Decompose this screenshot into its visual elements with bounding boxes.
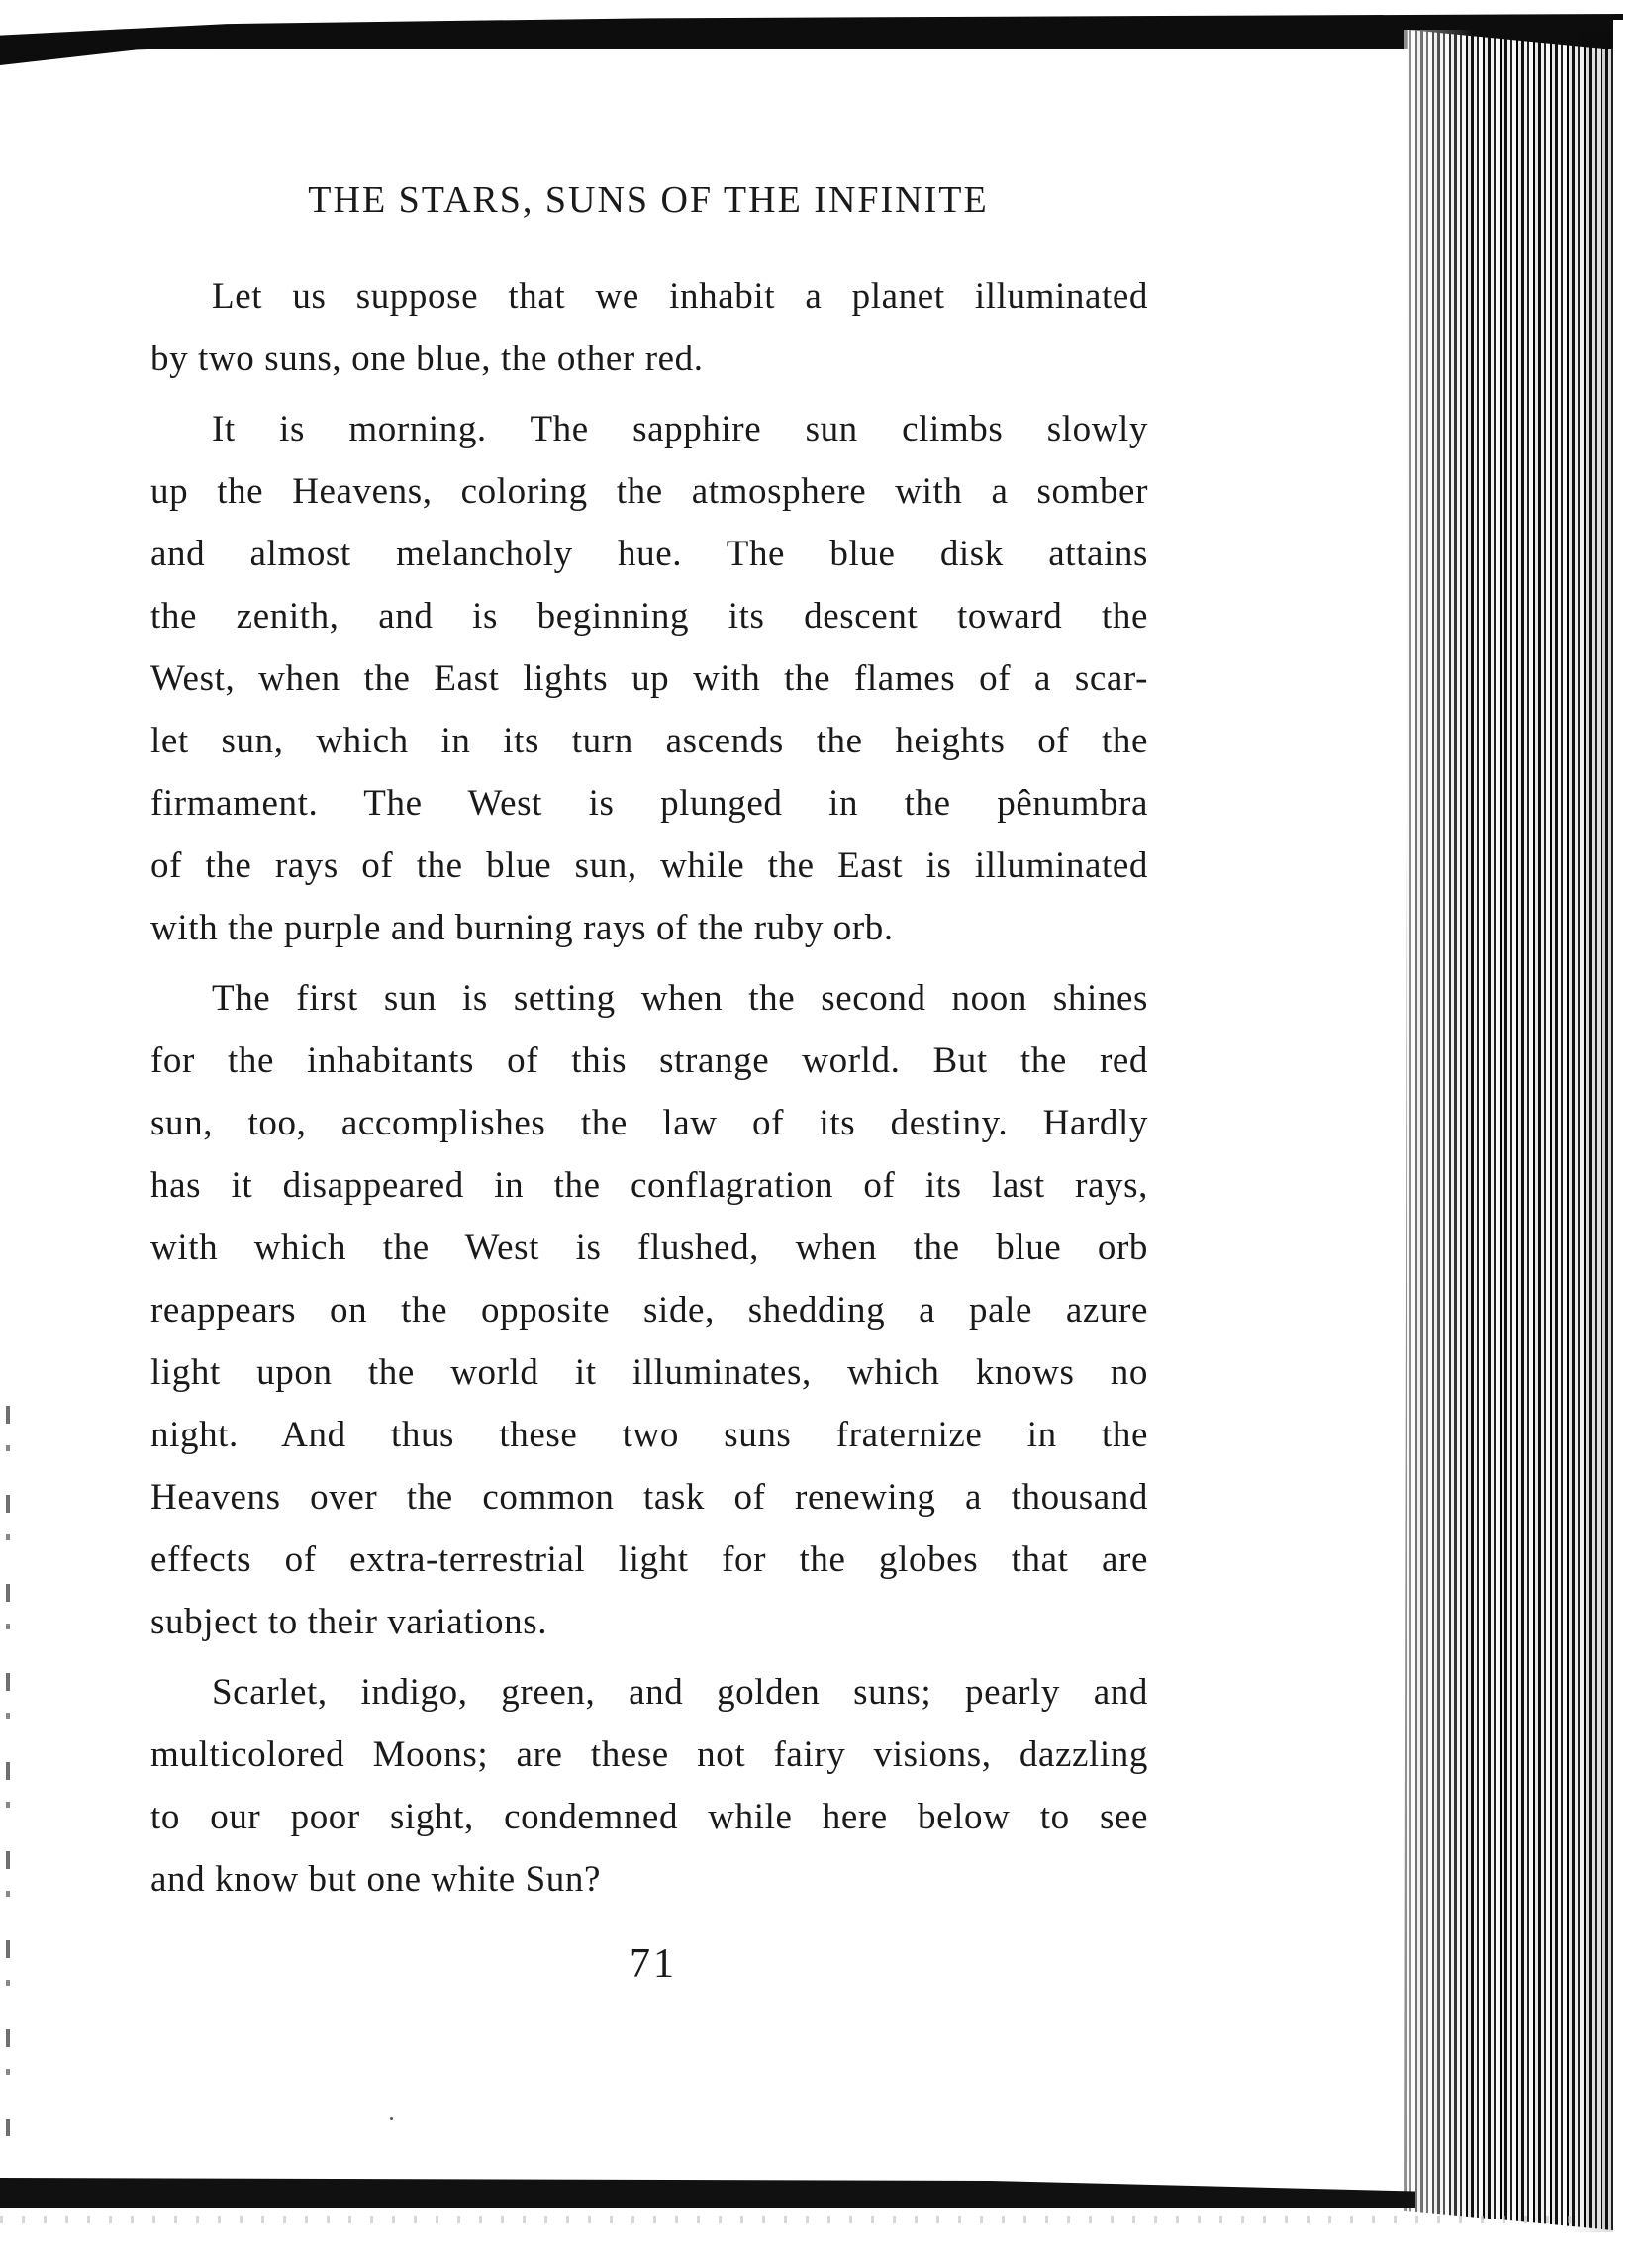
text-line: Scarlet, indigo, green, and golden suns; pearly and: [212, 1672, 1148, 1713]
text-line: let sun, which in its turn ascends the heights of the: [150, 721, 1148, 761]
text-line: Let us suppose that we inhabit a planet illuminated: [212, 276, 1148, 317]
text-line: and almost melancholy hue. The blue disk attains: [150, 534, 1148, 574]
text-line: has it disappeared in the conflagration of its last rays,: [150, 1165, 1148, 1206]
text-line: Heavens over the common task of renewing a thousand: [150, 1477, 1148, 1518]
text-line: multicolored Moons; are these not fairy visions, dazzling: [150, 1734, 1148, 1775]
body-text: [150, 265, 1148, 1919]
scan-bottom-noise: [0, 2216, 1584, 2223]
text-line: up the Heavens, coloring the atmosphere with a somber: [150, 471, 1148, 512]
scan-margin-right: [1613, 20, 1650, 2237]
text-line: and know but one white Sun?: [150, 1859, 601, 1900]
paragraph-3: [150, 967, 1148, 1653]
text-line: with the purple and burning rays of the ruby orb.: [150, 908, 894, 948]
scan-speck: [390, 2117, 393, 2120]
paragraph-2: [150, 398, 1148, 959]
text-line: West, when the East lights up with the flames of a scar-: [150, 658, 1148, 699]
scan-left-marks: [6, 1406, 10, 2158]
running-head: THE STARS, SUNS OF THE INFINITE: [308, 179, 989, 221]
page-edges-shading: [1404, 30, 1636, 2232]
text-line: of the rays of the blue sun, while the East is illuminated: [150, 845, 1148, 886]
text-line: reappears on the opposite side, shedding a pale azure: [150, 1290, 1148, 1331]
text-line: light upon the world it illuminates, which knows no: [150, 1352, 1148, 1393]
text-line: subject to their variations.: [150, 1602, 548, 1642]
scan-bottom-edge: [0, 2178, 1415, 2208]
text-line: The first sun is setting when the second noon shines: [212, 978, 1148, 1019]
text-line: sun, too, accomplishes the law of its destiny. Hardly: [150, 1103, 1148, 1143]
text-line: by two suns, one blue, the other red.: [150, 339, 704, 379]
text-line: to our poor sight, condemned while here below to see: [150, 1797, 1148, 1837]
text-line: effects of extra-terrestrial light for the globes that are: [150, 1539, 1148, 1580]
text-line: It is morning. The sapphire sun climbs slowly: [212, 409, 1148, 449]
text-line: with which the West is flushed, when the blue orb: [150, 1228, 1148, 1268]
text-line: night. And thus these two suns fraternize in the: [150, 1415, 1148, 1455]
text-line: for the inhabitants of this strange world. But the red: [150, 1040, 1148, 1081]
text-line: firmament. The West is plunged in the pênumbra: [150, 783, 1148, 824]
paragraph-1: [150, 265, 1148, 390]
paragraph-4: [150, 1661, 1148, 1911]
text-line: the zenith, and is beginning its descent toward the: [150, 596, 1148, 637]
page-number: 71: [630, 1941, 677, 1987]
